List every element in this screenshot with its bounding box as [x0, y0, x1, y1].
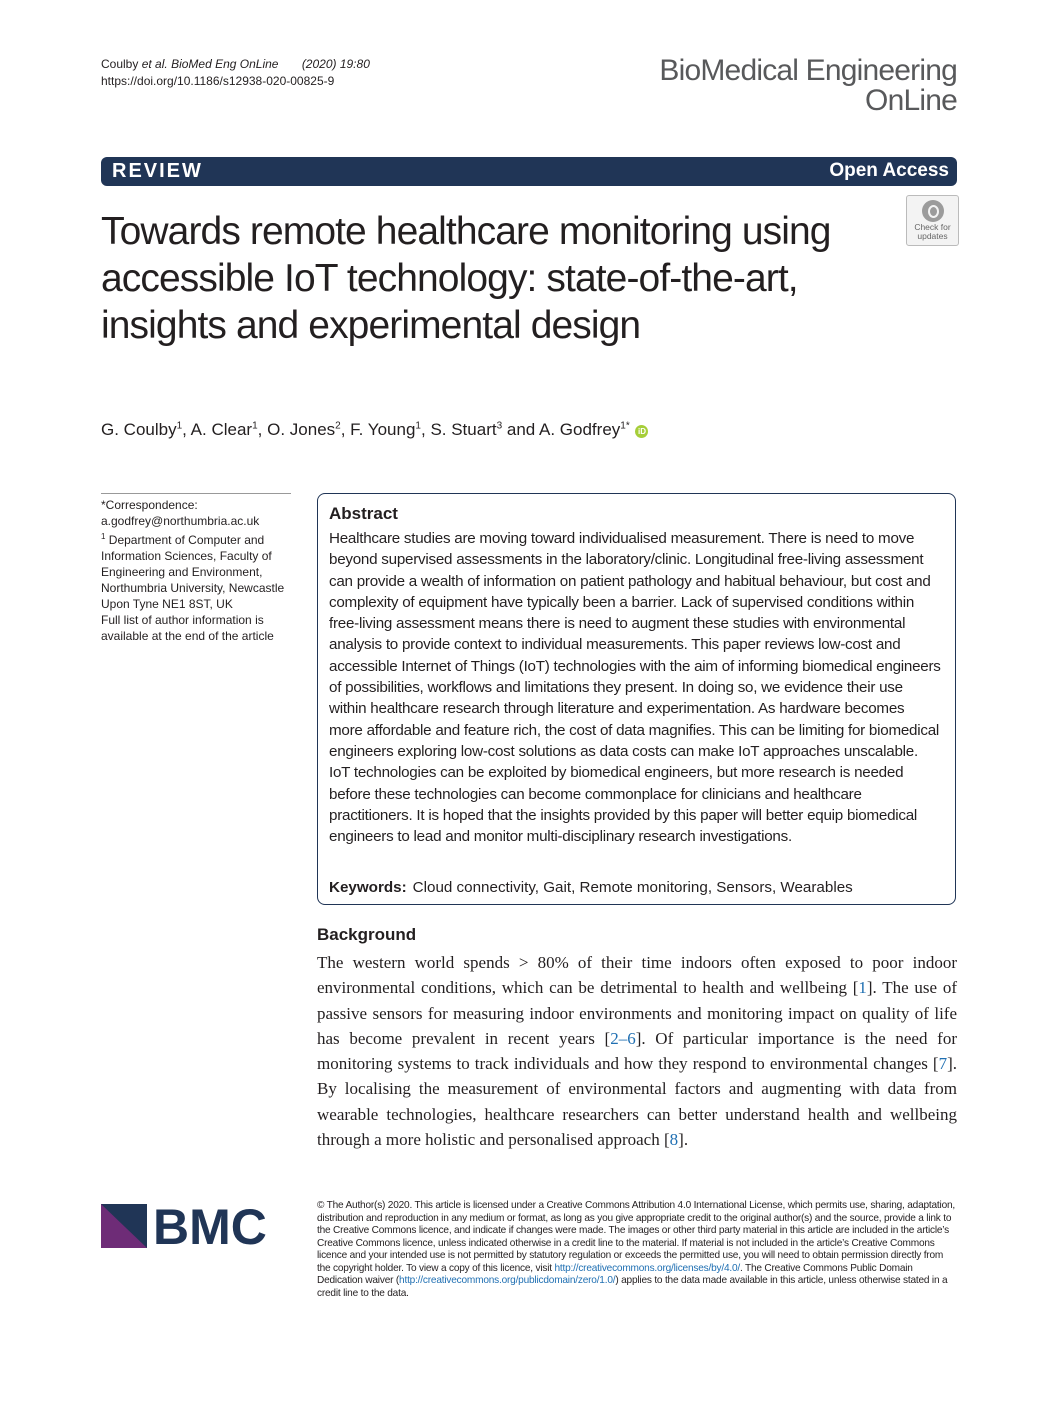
background-heading: Background: [317, 925, 417, 944]
author-affiliation-marker: 1: [176, 420, 183, 432]
background-text: ]. The use of passive sensors for measuring indoor environments and monitoring impact on quality of life has become prevalent in recent years [: [317, 978, 958, 1048]
correspondence-label: *Correspondence:: [101, 498, 198, 512]
author-affiliation-marker: 1: [415, 420, 421, 432]
article-type-banner: [101, 157, 957, 186]
orcid-icon[interactable]: iD: [635, 425, 648, 438]
abstract-text: Healthcare studies are moving toward individualised measurement. There is need to move beyond supervised assessments in the laboratory/clinic. Longitudinal free-living assessment can provide a wealth of information on patient pathology and habitual behaviour, but cost and complexity of equipment have typically been a barrier. Lack of supervised conditions within free-living assessment means there is need to augment these studies with environmental analysis to provide context to individual measurements. This paper reviews low-cost and accessible Internet of Things (IoT) technologies with the aim of informing biomedical engineers of possibilities, workflows and limitations they present. In doing so, we evidence their use within healthcare research through literature and experimentation. As hardware becomes more affordable and feature rich, the cost of data magnifies. This can be limiting for biomedical engineers exploring low-cost solutions as data costs can make IoT approaches unscalable. IoT technologies can be exploited by biomedical engineers, but more research is needed before these technologies can become commonplace for clinicians and healthcare practitioners. It is hoped that the insights provided by this paper will better equip biomedical engineers to lead and monitor multi-disciplinary research investigations.: [329, 530, 941, 846]
cc-zero-link[interactable]: http://creativecommons.org/publicdomain/zero/1.0/: [399, 1275, 616, 1286]
license-text: © The Author(s) 2020. This article is licensed under a Creative Commons Attribution 4.0 International License, which permits use, sharing, adaptation, distribution and reproduction in any medium or format, as long as you give appropriate credit to the original author(s) and the source, provide a link to the Creative Commons licence, and indicate if changes were made. The images or other third party material in this article are included in the article’s Creative Commons licence, unless indicated otherwise in a credit line to the material. If material is not included in the article’s Creative Commons licence and your intended use is not permitted by statutory regulation or exceeds the permitted use, you will need to obtain permission directly from the copyright holder. To view a copy of this licence, visit: [317, 1200, 955, 1274]
journal-name-line2: OnLine: [865, 84, 957, 117]
check-updates-icon: [922, 200, 944, 222]
author-name: A. Clear: [190, 420, 253, 439]
background-text: The western world spends > 80% of their time indoors often exposed to poor indoor environmental conditions, which can be detrimental to health and wellbeing [: [317, 953, 957, 998]
correspondence-sidebar: [101, 497, 291, 644]
author-affiliation-marker: 1*: [620, 420, 630, 432]
author[interactable]: [267, 420, 341, 439]
keywords-list: Cloud connectivity, Gait, Remote monitoring, Sensors, Wearables: [412, 879, 853, 896]
check-updates-line2: updates: [917, 231, 948, 241]
author-affiliation-marker: 3: [496, 420, 503, 432]
affiliation: [101, 529, 291, 612]
journal-name-line1: BioMedical Engineering: [659, 54, 957, 87]
author[interactable]: [191, 420, 258, 439]
citation-link[interactable]: 1: [858, 978, 867, 998]
author-affiliation-marker: 1: [252, 420, 258, 432]
citation-author: Coulby: [101, 57, 139, 71]
author-list: [101, 420, 648, 440]
author-name: O. Jones: [267, 420, 336, 439]
doi-link[interactable]: https://doi.org/10.1186/s12938-020-00825-9: [101, 74, 335, 88]
background-text: ]. By localising the measurement of environmental factors and augmenting with data from wearable technologies, healthcare researchers can better understand health and wellbeing through a more holistic and personalised approach [: [317, 1054, 957, 1150]
background-text: ].: [678, 1130, 689, 1150]
author[interactable]: [350, 420, 421, 439]
citation-link[interactable]: 2–6: [610, 1028, 636, 1048]
author-separator: ,: [340, 420, 351, 439]
check-for-updates-button[interactable]: [906, 195, 959, 246]
correspondence-email[interactable]: a.godfrey@northumbria.ac.uk: [101, 514, 260, 528]
author[interactable]: [101, 420, 182, 439]
affiliation-text: Department of Computer and Information Sciences, Faculty of Engineering and Environment, Northumbria University, Newcastle Upon Tyne NE1 8ST, UK: [101, 533, 285, 611]
author-separator: ,: [257, 420, 268, 439]
article-title: Towards remote healthcare monitoring using accessible IoT technology: state-of-the-art, insights and experimental design: [101, 210, 831, 347]
affiliation-marker: 1: [101, 532, 106, 541]
abstract-heading: Abstract: [329, 504, 398, 523]
journal-name: [659, 56, 957, 116]
citation-journal: BioMed Eng OnLine: [171, 57, 279, 71]
author-affiliation-marker: 2: [335, 420, 341, 432]
license-text: ) applies to the data made available in this article, unless otherwise stated in a credit line to the data.: [317, 1275, 948, 1299]
keywords: [329, 879, 853, 896]
author-info-note: Full list of author information is available at the end of the article: [101, 613, 274, 643]
sidebar-divider: [101, 493, 291, 494]
author-name: F. Young: [350, 420, 416, 439]
author-name: A. Godfrey: [539, 420, 621, 439]
author-separator: and: [502, 420, 540, 439]
author-separator: ,: [420, 420, 431, 439]
article-type: REVIEW: [112, 160, 203, 182]
author[interactable]: [430, 420, 502, 439]
license-text: . The Creative Commons Public Domain Dedication waiver (: [317, 1262, 913, 1286]
author-separator: ,: [182, 420, 191, 439]
author-name: G. Coulby: [101, 420, 177, 439]
citation-year: (2020) 19:80: [301, 57, 370, 71]
author-name: S. Stuart: [430, 420, 497, 439]
bmc-logo-text: BMC: [153, 1201, 267, 1251]
author[interactable]: [539, 420, 630, 439]
citation-etal: et al.: [141, 57, 168, 71]
check-updates-label: [907, 223, 958, 241]
citation-link[interactable]: 7: [938, 1054, 948, 1074]
background-text: ]. Of particular importance is the need for monitoring systems to track individuals and how they respond to environmental changes [: [317, 1028, 957, 1074]
license-statement: [317, 1200, 957, 1300]
running-header: [101, 56, 370, 90]
citation-link[interactable]: 8: [669, 1130, 679, 1150]
keywords-label: Keywords:: [329, 879, 407, 896]
open-access-label: Open Access: [829, 160, 949, 181]
cc-by-link[interactable]: http://creativecommons.org/licenses/by/4.0/: [554, 1262, 740, 1274]
check-updates-line1: Check for: [914, 222, 951, 232]
bmc-logo: [101, 1201, 301, 1251]
background-paragraph: [317, 950, 957, 1152]
